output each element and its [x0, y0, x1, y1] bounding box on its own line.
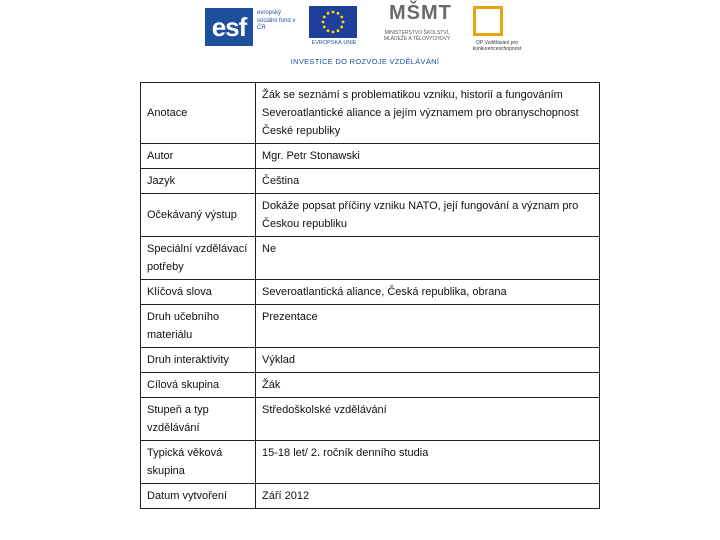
table-row	[141, 484, 600, 509]
msmt-logo	[375, 2, 455, 52]
row-label: Druh učebního materiálu	[141, 305, 256, 348]
row-label: Druh interaktivity	[141, 348, 256, 373]
eu-star-icon	[327, 29, 330, 32]
table-row	[141, 144, 600, 169]
row-value: Výklad	[256, 348, 600, 373]
table-row	[141, 169, 600, 194]
row-label: Datum vytvoření	[141, 484, 256, 509]
row-label: Stupeň a typ vzdělávání	[141, 398, 256, 441]
eu-star-icon	[337, 12, 340, 15]
row-value: Žák	[256, 373, 600, 398]
eu-star-icon	[332, 11, 335, 14]
eu-star-icon	[323, 16, 326, 19]
eu-star-icon	[340, 26, 343, 29]
row-label: Očekávaný výstup	[141, 194, 256, 237]
row-label: Klíčová slova	[141, 280, 256, 305]
eu-star-icon	[322, 21, 325, 24]
eu-star-icon	[323, 26, 326, 29]
eu-star-icon	[332, 31, 335, 34]
msmt-mark: MŠMT	[389, 2, 452, 24]
table-row	[141, 398, 600, 441]
table-row	[141, 194, 600, 237]
op-logo	[467, 2, 527, 52]
eu-star-icon	[327, 12, 330, 15]
logo-banner	[205, 2, 525, 68]
table-row	[141, 280, 600, 305]
eu-star-icon	[342, 21, 345, 24]
eu-caption: EVROPSKÁ UNIE	[311, 40, 357, 46]
op-frame-icon	[473, 6, 503, 36]
eu-flag-icon	[309, 6, 357, 38]
row-label: Speciální vzdělávací potřeby	[141, 237, 256, 280]
metadata-table	[140, 82, 600, 509]
table-row	[141, 441, 600, 484]
row-value: Dokáže popsat příčiny vzniku NATO, její fungování a význam pro Českou republiku	[256, 194, 600, 237]
row-value: Žák se seznámí s problematikou vzniku, historií a fungováním Severoatlantické aliance a jejím významem pro obranyschopnost České republiky	[256, 83, 600, 144]
row-value: Září 2012	[256, 484, 600, 509]
table-row	[141, 348, 600, 373]
msmt-text: MINISTERSTVO ŠKOLSTVÍ, MLÁDEŽE A TĚLOVÝCHOVY	[383, 30, 451, 42]
row-value: 15-18 let/ 2. ročník denního studia	[256, 441, 600, 484]
row-value: Čeština	[256, 169, 600, 194]
esf-text: evropský sociální fond v ČR	[257, 10, 296, 31]
eu-star-icon	[337, 29, 340, 32]
row-label: Autor	[141, 144, 256, 169]
row-value: Severoatlantická aliance, Česká republika, obrana	[256, 280, 600, 305]
eu-stars-icon	[309, 6, 357, 38]
metadata-table-body	[141, 83, 600, 509]
row-label: Cílová skupina	[141, 373, 256, 398]
row-value: Prezentace	[256, 305, 600, 348]
row-value: Středoškolské vzdělávání	[256, 398, 600, 441]
eu-logo	[305, 2, 361, 52]
row-label: Jazyk	[141, 169, 256, 194]
row-value: Mgr. Petr Stonawski	[256, 144, 600, 169]
row-value: Ne	[256, 237, 600, 280]
table-row	[141, 305, 600, 348]
table-row	[141, 83, 600, 144]
eu-star-icon	[340, 16, 343, 19]
row-label: Typická věková skupina	[141, 441, 256, 484]
table-row	[141, 373, 600, 398]
op-text: OP Vzdělávání pro konkurenceschopnost	[472, 40, 522, 52]
table-row	[141, 237, 600, 280]
esf-mark: esf	[205, 8, 253, 46]
esf-logo	[205, 2, 296, 52]
row-label: Anotace	[141, 83, 256, 144]
investment-slogan: INVESTICE DO ROZVOJE VZDĚLÁVÁNÍ	[290, 57, 440, 66]
